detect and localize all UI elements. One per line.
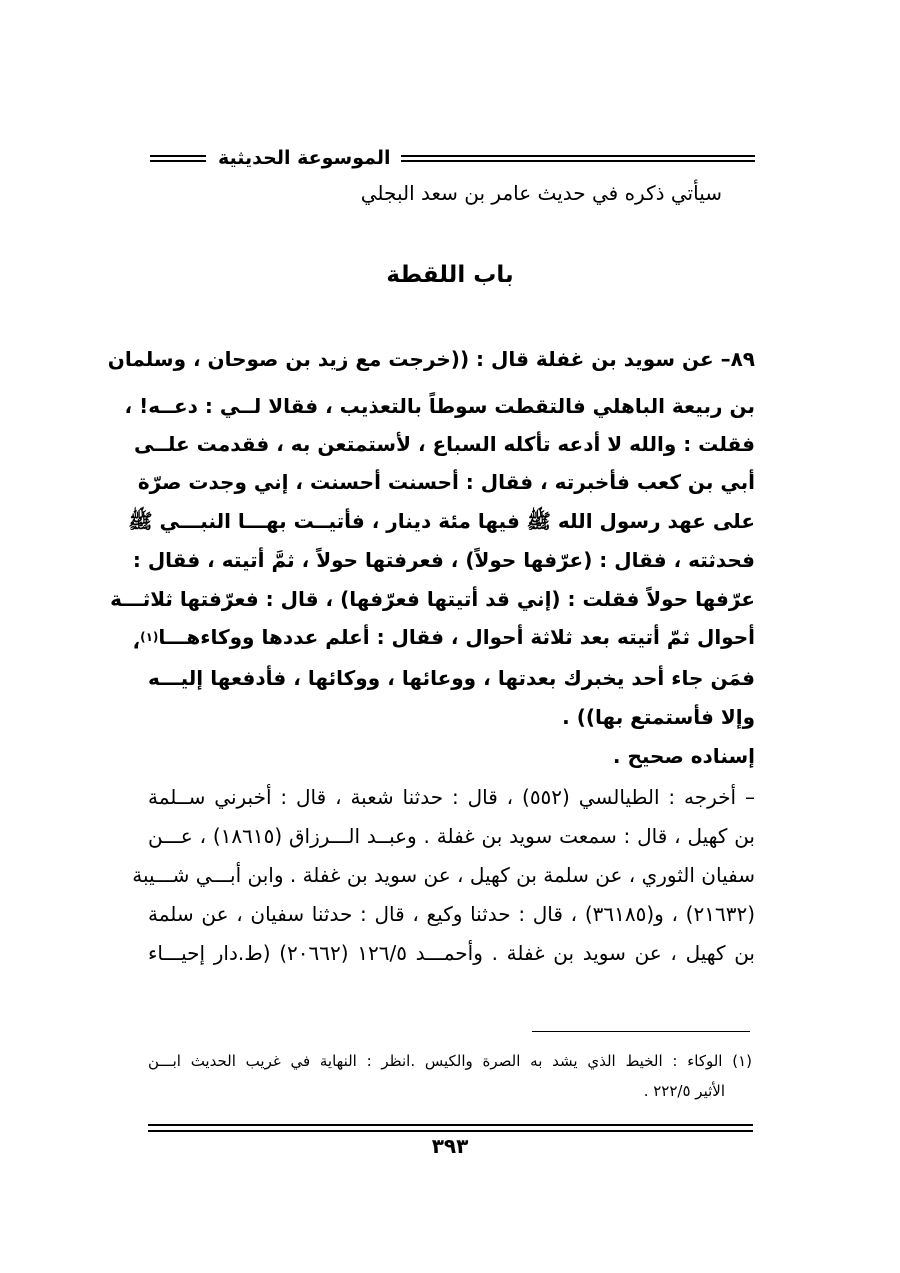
hadith-line: وإلا فأستمتع بها)) .	[562, 705, 755, 729]
hadith-line-text: أحوال ثمّ أتيته بعد ثلاثة أحوال ، فقال : أعلم عددها ووكاءهـــا	[158, 625, 755, 649]
footnote-ref-number: (١)	[140, 630, 159, 644]
takhrij-line: سفيان الثوري ، عن سلمة بن كهيل ، عن سويد بن غفلة . وابن أبـــي شـــيبة	[132, 863, 755, 887]
hadith-line: بن ربيعة الباهلي فالتقطت سوطاً بالتعذيب ، فقالا لــي : دعــه! ،	[124, 394, 755, 418]
intro-line: سيأتي ذكره في حديث عامر بن سعد البجلي	[360, 181, 722, 205]
header-rule-left	[150, 155, 206, 162]
hadith-line: ٨٩– عن سويد بن غفلة قال : ((خرجت مع زيد بن صوحان ، وسلمان	[107, 347, 755, 371]
footer-rule	[148, 1124, 753, 1132]
hadith-line: فقلت : والله لا أدعه تأكله السباع ، لأستمتعن به ، فقدمت علــى	[133, 432, 755, 456]
hadith-line: فحدثته ، فقال : (عرّفها حولاً) ، فعرفتها حولاً ، ثمَّ أتيته ، فقال :	[132, 548, 755, 572]
hadith-line: عرّفها حولاً فقلت : (إني قد أتيتها فعرّفها) ، قال : فعرّفتها ثلاثـــة	[110, 587, 755, 611]
hadith-line: على عهد رسول الله ﷺ فيها مئة دينار ، فأتيــت بهـــا النبـــي ﷺ	[128, 509, 755, 533]
header-title: الموسوعة الحديثية	[218, 147, 391, 169]
takhrij-line: – أخرجه : الطيالسي (٥٥٢) ، قال : حدثنا شعبة ، قال : أخبرني ســلمة	[148, 785, 755, 809]
header-rule-right	[401, 155, 756, 162]
takhrij-line: (٢١٦٣٢) ، و(٣٦١٨٥) ، قال : حدثنا وكيع ، قال : حدثنا سفيان ، عن سلمة	[148, 902, 755, 926]
hadith-line: أبي بن كعب فأخبرته ، فقال : أحسنت أحسنت ، إني وجدت صرّة	[137, 470, 755, 494]
page-number: ٣٩٣	[431, 1134, 469, 1158]
takhrij-line: بن كهيل ، عن سويد بن غفلة . وأحمـــد ١٢٦/٥ (٢٠٦٦٢) (ط.دار إحيـــاء	[148, 941, 755, 965]
hadith-line-with-footnote	[132, 622, 755, 657]
footnote-line: الأثير ٢٢٢/٥ .	[643, 1082, 725, 1100]
takhrij-line: بن كهيل ، قال : سمعت سويد بن غفلة . وعبــد الـــرزاق (١٨٦١٥) ، عـــن	[148, 824, 755, 848]
hadith-line: فمَن جاء أحد يخبرك بعدتها ، ووعائها ، ووكائها ، فأدفعها إليـــه	[148, 666, 755, 690]
running-header	[150, 140, 755, 176]
footnote-line: (١) الوكاء : الخيط الذي يشد به الصرة والكيس .انظر : النهاية في غريب الحديث ابـــن	[148, 1052, 752, 1070]
chapter-title: باب اللقطة	[386, 262, 514, 288]
footnote-ref-suffix: ،	[132, 629, 141, 654]
footnote-separator	[532, 1031, 750, 1032]
grading: إسناده صحيح .	[612, 744, 755, 768]
footnote-reference[interactable]	[132, 622, 158, 657]
